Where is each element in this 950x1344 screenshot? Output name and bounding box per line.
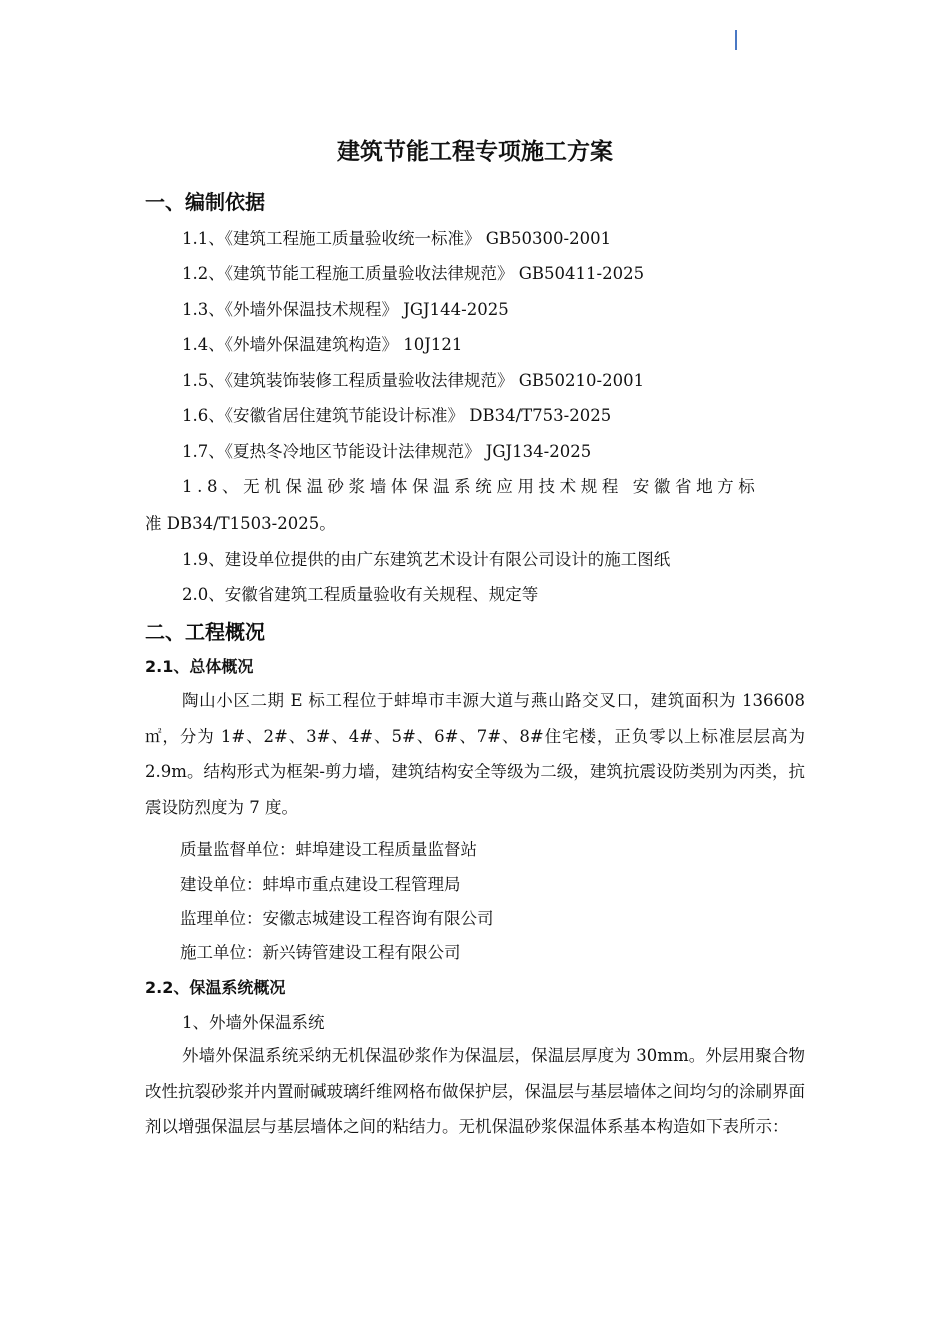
unit-owner: 建设单位：蚌埠市重点建设工程管理局 xyxy=(180,875,461,894)
subsection-heading-insulation: 2.2、保温系统概况 xyxy=(145,978,286,997)
basis-item-5: 1.5、《建筑装饰装修工程质量验收法律规范》 GB50210-2001 xyxy=(182,371,645,390)
basis-item-3: 1.3、《外墙外保温技术规程》 JGJ144-2025 xyxy=(182,300,509,319)
basis-item-7: 1.7、《夏热冬冷地区节能设计法律规范》 JGJ134-2025 xyxy=(182,442,592,461)
document-title: 建筑节能工程专项施工方案 xyxy=(337,139,613,165)
insulation-system-paragraph: 外墙外保温系统采纳无机保温砂浆作为保温层，保温层厚度为 30mm。外层用聚合物改性抗裂砂浆并内置耐碱玻璃纤维网格布做保护层，保温层与基层墙体之间均匀的涂刷界面剂以增强保温层与基层墙体之间的粘结力。无机保温砂浆保温体系基本构造如下表所示： xyxy=(145,1046,805,1136)
unit-supervisor: 监理单位：安徽志城建设工程咨询有限公司 xyxy=(180,909,494,928)
insulation-system-item: 1、外墙外保温系统 xyxy=(182,1013,325,1032)
subsection-heading-general: 2.1、总体概况 xyxy=(145,657,254,676)
basis-item-10: 2.0、安徽省建筑工程质量验收有关规程、规定等 xyxy=(182,585,539,604)
overview-paragraph: 陶山小区二期 E 标工程位于蚌埠市丰源大道与燕山路交叉口，建筑面积为 136608㎡，分为 1#、2#、3#、4#、5#、6#、7#、8#住宅楼，正负零以上标准层层高为 2.9m。结构形式为框架-剪力墙，建筑结构安全等级为二级，建筑抗震设防类别为丙类，抗震设防烈度为 7 度。 xyxy=(145,691,805,817)
basis-item-9: 1.9、建设单位提供的由广东建筑艺术设计有限公司设计的施工图纸 xyxy=(182,550,671,569)
basis-item-8-line2: 准 DB34/T1503-2025。 xyxy=(145,514,336,533)
basis-item-1: 1.1、《建筑工程施工质量验收统一标准》 GB50300-2001 xyxy=(182,229,612,248)
section-heading-basis: 一、编制依据 xyxy=(145,190,265,214)
section-heading-overview: 二、工程概况 xyxy=(145,620,265,644)
basis-item-6: 1.6、《安徽省居住建筑节能设计标准》 DB34/T753-2025 xyxy=(182,406,612,425)
unit-contractor: 施工单位：新兴铸管建设工程有限公司 xyxy=(180,943,461,962)
unit-quality-supervision: 质量监督单位：蚌埠建设工程质量监督站 xyxy=(180,840,477,859)
basis-item-4: 1.4、《外墙外保温建筑构造》 10J121 xyxy=(182,335,463,354)
basis-item-2: 1.2、《建筑节能工程施工质量验收法律规范》 GB50411-2025 xyxy=(182,264,645,283)
basis-item-8-line1: 1.8、无机保温砂浆墙体保温系统应用技术规程 安徽省地方标 xyxy=(182,477,760,496)
